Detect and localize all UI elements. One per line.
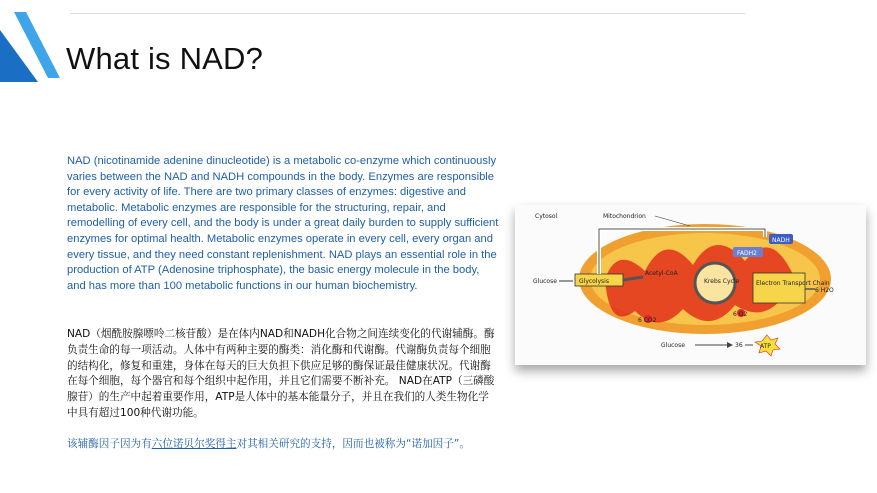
cytosol-label: Cytosol bbox=[535, 213, 558, 220]
glucose-summary-label: Glucose bbox=[661, 342, 685, 349]
krebs-cycle-label: Krebs Cycle bbox=[704, 278, 740, 285]
chinese-paragraph: NAD（烟酰胺腺嘌呤二核苷酸）是在体内NAD和NADH化合物之间连续变化的代谢辅酶。酶负责生命的每一项活动。人体中有两种主要的酶类：消化酶和代谢酶。代谢酶负责每个细胞的结构化，修复和重建，身体在每天的巨大负担下供应足够的酶保证最佳健康状况。代谢酶在每个细胞，每个器官和每个组织中起作用，并且它们需要不断补充。 NAD在ATP（三磷酸腺苷）的生产中起着重要作用，ATP是人体中的基本能量分子，并且在我们的人类生物化学中具有超过100种代谢功能。 bbox=[67, 328, 495, 419]
header-divider bbox=[70, 13, 745, 14]
english-paragraph: NAD (nicotinamide adenine dinucleotide) is a metabolic co-enzyme which continuously varies between the NAD and NADH compounds in the body. Enzymes are responsible for every activity of life. There are two primary classes of enzymes: digestive and metabolic. Metabolic enzymes are responsible for the structuring, repair, and remodelling of every cell, and the body is under a great daily burden to supply sufficient enzymes for optimal health. Metabolic enzymes operate in every cell, every organ and every tissue, and they need constant replenishment. NAD plays an essential role in the production of ATP (Adenosine triphosphate), the basic energy molecule in the body, and has more than 100 metabolic functions in our human biochemistry. bbox=[67, 155, 499, 292]
nobel-note bbox=[67, 437, 507, 452]
etc-label: Electron Transport Chain bbox=[756, 280, 830, 287]
page-title: What is NAD? bbox=[66, 41, 264, 76]
mitochondrion-label: Mitochondrion bbox=[603, 213, 646, 220]
cellular-respiration-diagram bbox=[515, 205, 866, 365]
fadh2-label: FADH2 bbox=[737, 250, 757, 257]
glycolysis-label: Glycolysis bbox=[579, 278, 609, 285]
nobel-link[interactable]: 六位诺贝尔奖得主 bbox=[151, 438, 237, 450]
nobel-note-pre: 该辅酶因子因为有 bbox=[67, 438, 152, 450]
acetyl-coa-label: Acetyl-CoA bbox=[645, 270, 678, 277]
glucose-input-label: Glucose bbox=[533, 278, 557, 285]
nobel-note-post: 对其相关研究的支持，因而也被称为“诺加因子”。 bbox=[236, 438, 470, 450]
nadh-label: NADH bbox=[772, 237, 790, 244]
co2-label: 6 CO2 bbox=[638, 317, 657, 324]
o2-label: 6 O2 bbox=[733, 311, 748, 318]
atp-count-label: 36 bbox=[735, 342, 743, 349]
electron-transport-chain-box bbox=[753, 273, 805, 303]
h2o-label: 6 H2O bbox=[815, 287, 834, 294]
atp-label: ATP bbox=[760, 343, 771, 350]
brand-logo bbox=[0, 0, 62, 86]
